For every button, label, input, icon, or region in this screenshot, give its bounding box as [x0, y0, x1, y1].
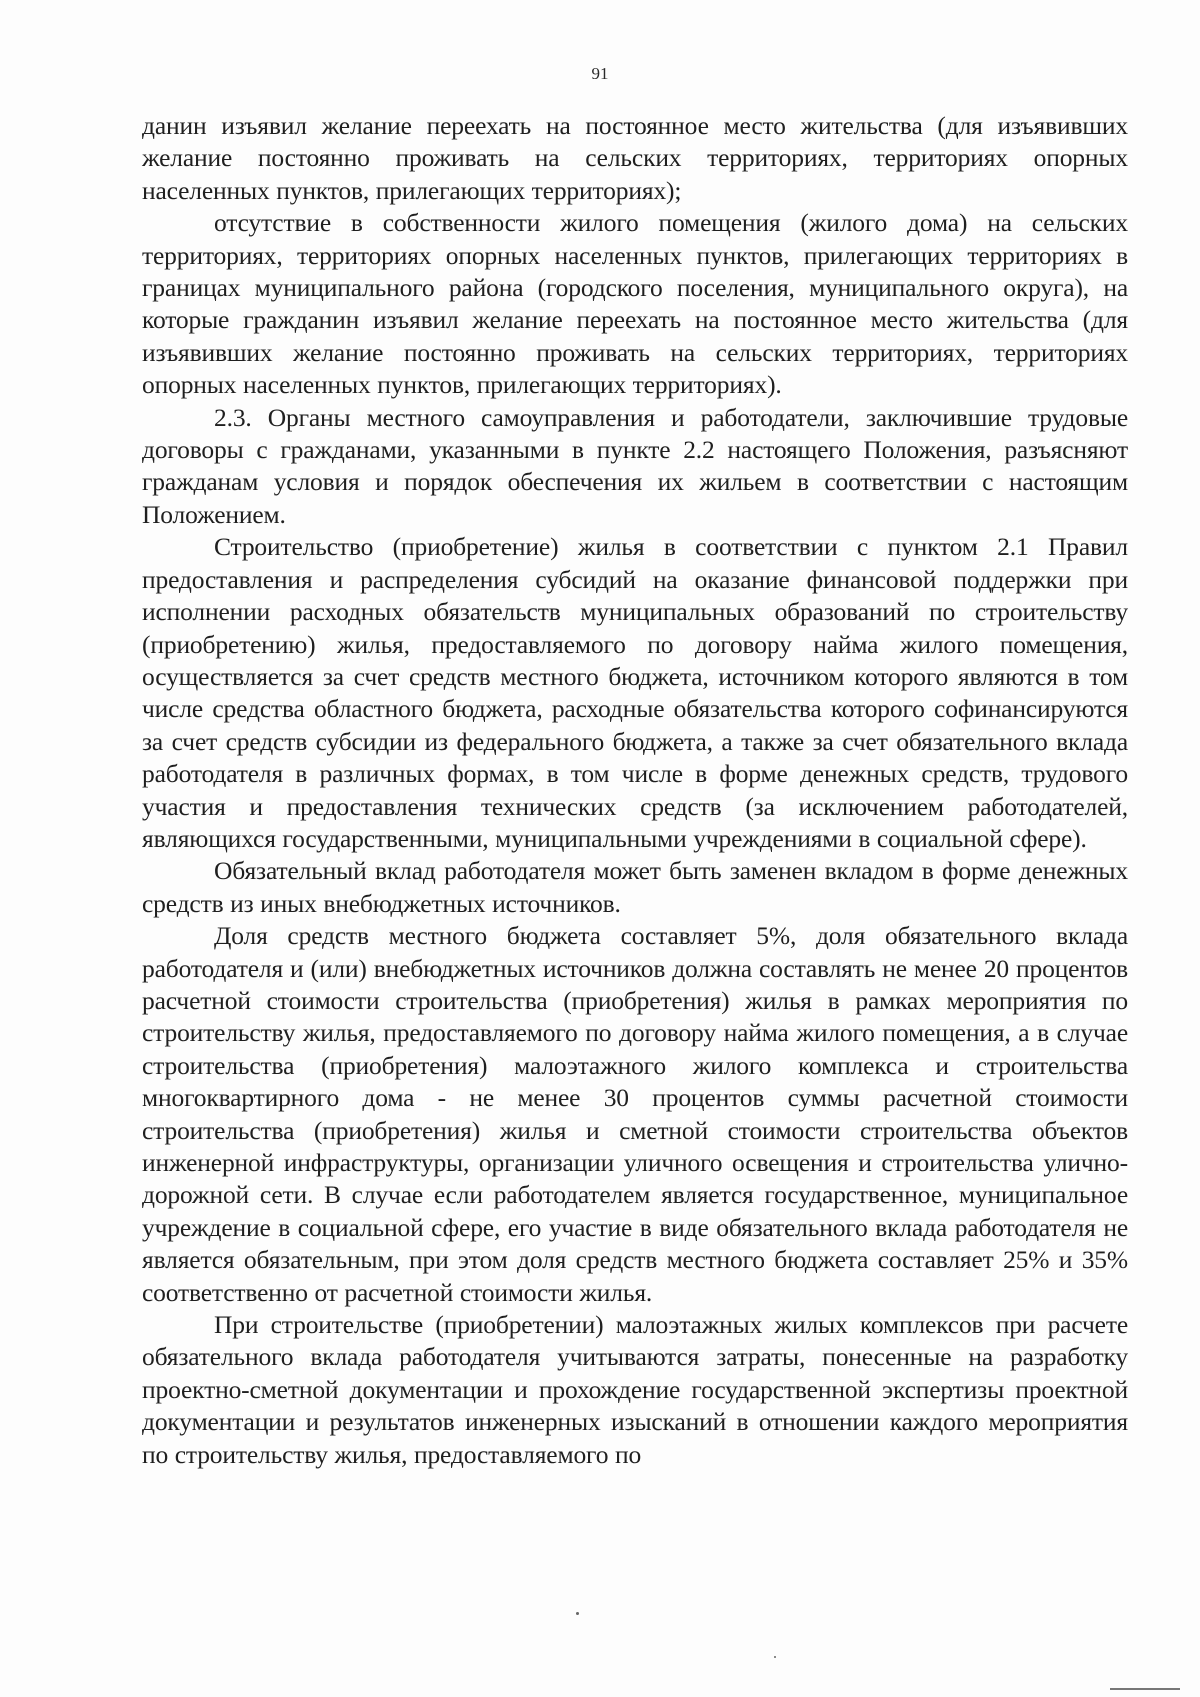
paragraph-2-3: 2.3. Органы местного самоуправления и работодатели, заключившие трудовые договоры с гражданами, указанными в пункте 2.2 настоящего Положения, разъясняют гражданам условия и порядок обеспечения их жильем в соответствии с настоящим Положением.: [142, 402, 1128, 529]
scan-dot: [774, 1656, 776, 1658]
paragraph-budget-share: Доля средств местного бюджета составляет 5%, доля обязательного вклада работодателя и (или) внебюджетных источников должна составлять не менее 20 процентов расчетной стоимости строительства (приобретения) жилья в рамках мероприятия по строительству жилья, предоставляемого по договору найма жилого помещения, а в случае строительства (приобретения) малоэтажного жилого комплекса и строительства многоквартирного дома - не менее 30 процентов суммы расчетной стоимости строительства (приобретения) жилья и сметной стоимости строительства объектов инженерной инфраструктуры, организации уличного освещения и строительства улично-дорожной сети. В случае если работодателем является государственное, муниципальное учреждение в социальной сфере, его участие в виде обязательного вклада работодателя не является обязательным, при этом доля средств местного бюджета составляет 25% и 35% соответственно от расчетной стоимости жилья.: [142, 921, 1128, 1307]
scan-edge-mark: [1110, 1688, 1180, 1690]
paragraph-no-housing: отсутствие в собственности жилого помещения (жилого дома) на сельских территориях, территориях опорных населенных пунктов, прилегающих территориях в границах муниципального района (городского поселения, муниципального округа), на которые гражданин изъявил желание переехать на постоянное место жительства (для изъявивших желание постоянно проживать на сельских территориях, территориях опорных населенных пунктов, прилегающих территориях).: [142, 208, 1128, 400]
page-number: 91: [591, 64, 609, 83]
paragraph-mandatory-contribution: Обязательный вклад работодателя может быть заменен вкладом в форме денежных средств из иных внебюджетных источников.: [142, 856, 1128, 918]
paragraph-construction: Строительство (приобретение) жилья в соответствии с пунктом 2.1 Правил предоставления и распределения субсидий на оказание финансовой поддержки при исполнении расходных обязательств муниципальных образований по строительству (приобретению) жилья, предоставляемого по договору найма жилого помещения, осуществляется за счет средств местного бюджета, источником которого являются в том числе средства областного бюджета, расходные обязательства которого софинансируются за счет средств субсидии из федерального бюджета, а также за счет обязательного вклада работодателя в различных формах, в том числе в форме денежных средств, трудового участия и предоставления технических средств (за исключением работодателей, являющихся государственными, муниципальными учреждениями в социальной сфере).: [142, 532, 1128, 853]
scan-dot: [576, 1612, 579, 1615]
paragraph-low-rise: При строительстве (приобретении) малоэтажных жилых комплексов при расчете обязательного вклада работодателя учитываются затраты, понесенные на разработку проектно-сметной документации и прохождение государственной экспертизы проектной документации и результатов инженерных изысканий в отношении каждого мероприятия по строительству жилья, предоставляемого по: [142, 1310, 1128, 1469]
paragraph-continuation: данин изъявил желание переехать на постоянное место жительства (для изъявивших желание постоянно проживать на сельских территориях, территориях опорных населенных пунктов, прилегающих территориях);: [142, 111, 1128, 205]
document-body: [142, 110, 1128, 1471]
